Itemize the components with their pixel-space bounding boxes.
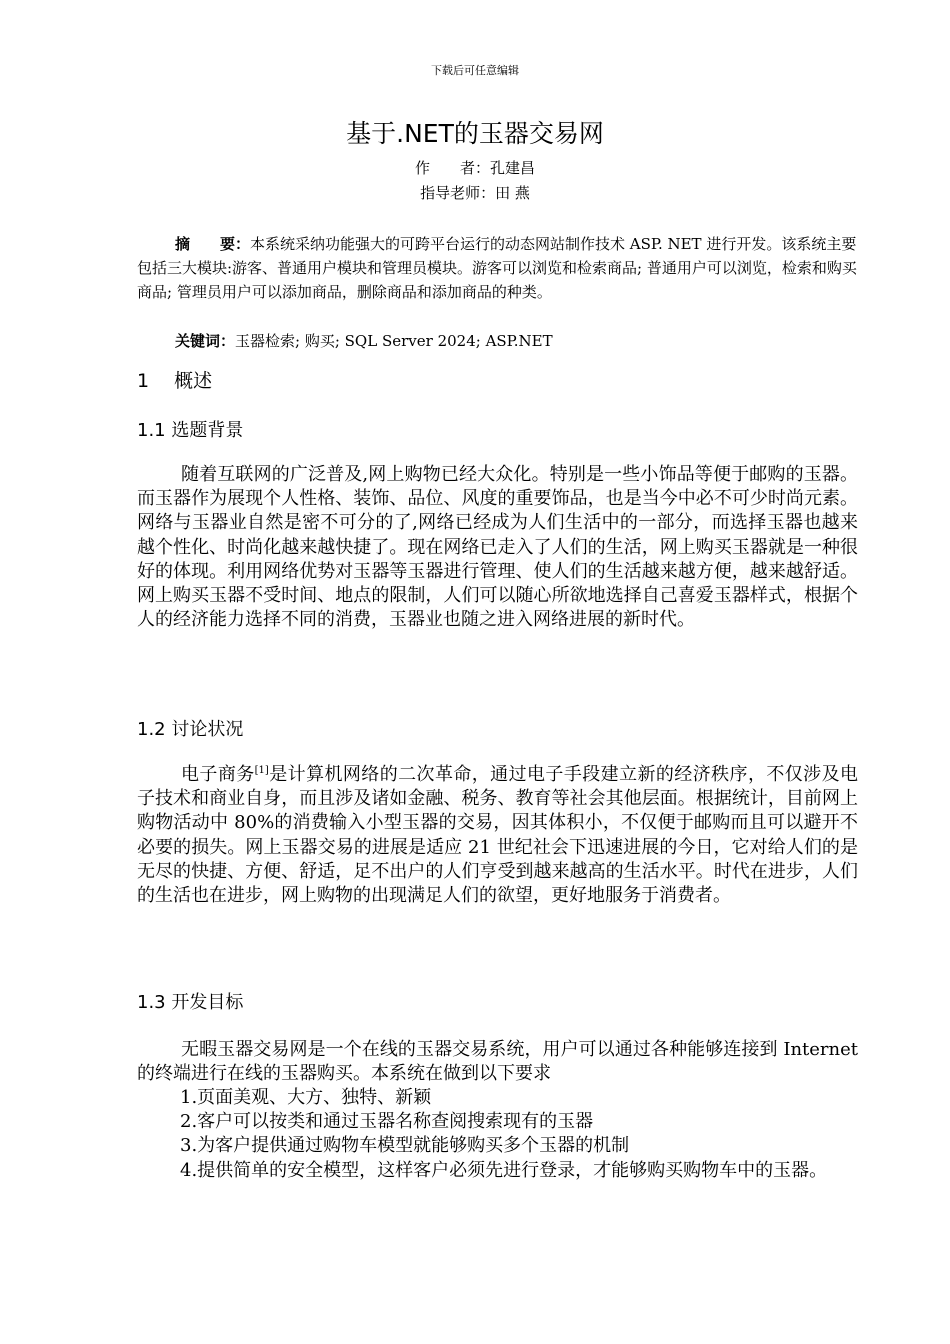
keywords-text: 玉器检索; 购买; SQL Server 2024; ASP.NET (235, 332, 553, 350)
list-item: 2.客户可以按类和通过玉器名称查阅搜索现有的玉器 (180, 1111, 594, 1133)
advisor-line (0, 182, 950, 203)
list-item: 1.页面美观、大方、独特、新颖 (180, 1087, 432, 1108)
author-line (0, 157, 950, 178)
section-1-heading: 1 概述 (137, 370, 213, 392)
abstract-text: 本系统采纳功能强大的可跨平台运行的动态网站制作技术 ASP. NET 进行开发。该系统主要包括三大模块:游客、普通用户模块和管理员模块。游客可以浏览和检索商品; 普通用户可以浏览，检索和购买商品; 管理员用户可以添加商品，删除商品和添加商品的种类。 (137, 235, 857, 301)
requirements-list (180, 1086, 860, 1183)
list-item: 4.提供简单的安全模型，这样客户必须先进行登录，才能够购买购物车中的玉器。 (180, 1159, 828, 1181)
abstract-label: 摘 要： (175, 235, 251, 253)
section-1-2-heading: 1.2 讨论状况 (137, 719, 244, 740)
section-1-1-heading: 1.1 选题背景 (137, 420, 244, 441)
advisor-name: 田 燕 (495, 184, 530, 202)
section-1-2-lead: 电子商务 (181, 764, 255, 785)
abstract (137, 232, 858, 304)
section-1-2-paragraph (137, 763, 858, 908)
citation-ref: [1] (254, 765, 269, 776)
keywords-label: 关键词： (175, 332, 236, 350)
paper-title: 基于.NET的玉器交易网 (346, 119, 604, 148)
keywords (137, 330, 858, 352)
section-1-2-rest: 是计算机网络的二次革命，通过电子手段建立新的经济秩序，不仅涉及电子技术和商业自身，而且涉及诸如金融、税务、教育等社会其他层面。根据统计，目前网上购物活动中 80%的消费输入小型玉器的交易，因其体积小，不仅便于邮购而且可以避开不必要的损失。网上玉器交易的进展是适应 21 世纪社会下迅速进展的今日，它对给人们的是无尽的快捷、方便、舒适，足不出户的人们亨受到越来越高的生活水平。时代在进步，人们的生活也在进步，网上购物的出现满足人们的欲望，更好地服务于消费者。 (137, 764, 859, 907)
author-label: 作 者： (414, 159, 490, 177)
section-1-1-paragraph: 随着互联网的广泛普及,网上购物已经大众化。特别是一些小饰品等便于邮购的玉器。而玉器作为展现个人性格、装饰、品位、风度的重要饰品，也是当今中必不可少时尚元素。网络与玉器业自然是密不可分的了,网络已经成为人们生活中的一部分，而选择玉器也越来越个性化、时尚化越来越快捷了。现在网络已走入了人们的生活，网上购买玉器就是一种很好的体现。利用网络优势对玉器等玉器进行管理、使人们的生活越来越方便，越来越舒适。网上购买玉器不受时间、地点的限制，人们可以随心所欲地选择自己喜爱玉器样式，根据个人的经济能力选择不同的消费，玉器业也随之进入网络进展的新时代。 (137, 464, 858, 631)
author-name: 孔建昌 (490, 159, 536, 177)
section-1-3-heading: 1.3 开发目标 (137, 992, 244, 1013)
section-1-3-paragraph: 无暇玉器交易网是一个在线的玉器交易系统，用户可以通过各种能够连接到 Internet 的终端进行在线的玉器购买。本系统在做到以下要求 (137, 1039, 858, 1085)
list-item: 3.为客户提供通过购物车模型就能够购买多个玉器的机制 (180, 1135, 630, 1157)
page-header-note: 下载后可任意编辑 (431, 64, 519, 77)
advisor-label: 指导老师： (420, 184, 496, 202)
